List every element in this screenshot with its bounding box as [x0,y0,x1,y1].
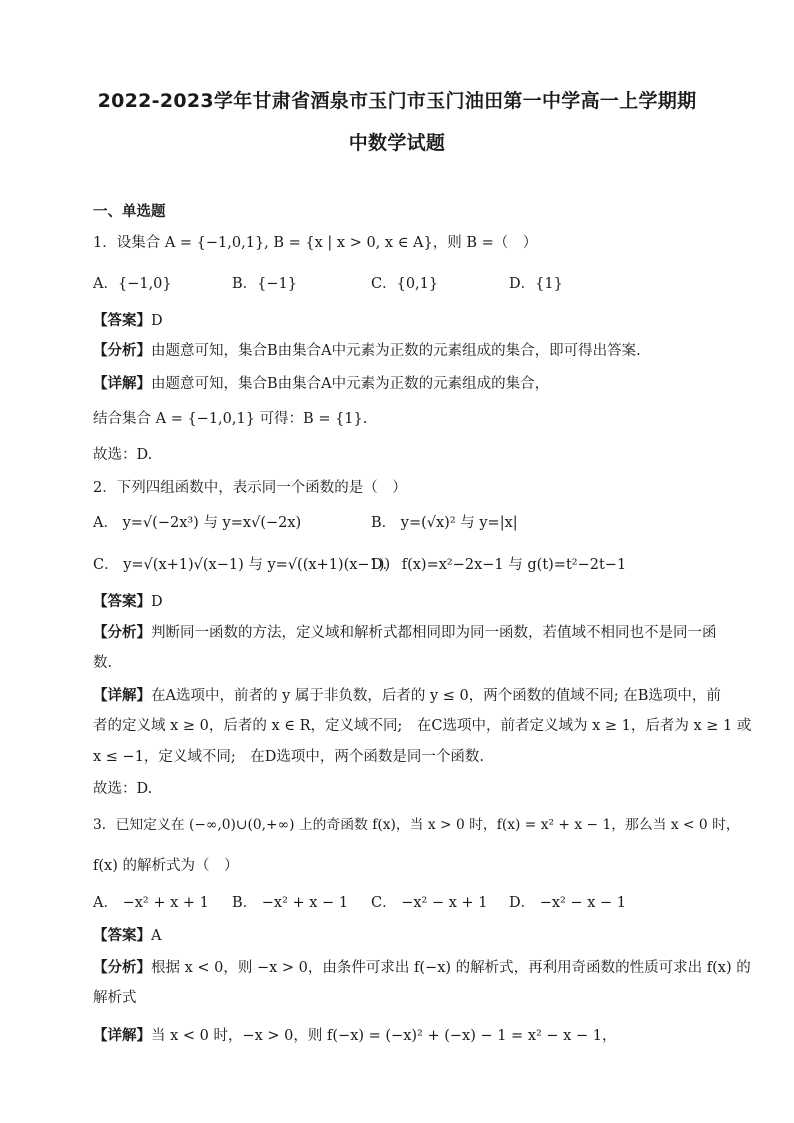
q1-detail-tag: 【详解】 [93,376,151,392]
q3-detail-line [93,1026,713,1046]
q1-analysis: 由题意可知，集合B由集合A中元素为正数的元素组成的集合，即可得出答案. [151,343,641,359]
q2-analysis-2: 数. [93,655,113,671]
q2-choose: 故选：D. [93,781,153,797]
q1-choose: 故选：D. [93,447,153,463]
q1-answer-tag: 【答案】 [93,313,151,329]
q3-stem-2: f(x) 的解析式为（ ） [93,858,239,874]
q2-option-b: B． y=(√x)² 与 y=|x| [371,515,518,531]
q1-option-a: A．{−1,0} [93,276,172,292]
q1-detail: 由题意可知，集合B由集合A中元素为正数的元素组成的集合， [151,376,550,392]
q3-option-b: B． −x² + x − 1 [232,895,349,911]
q3-analysis-line [93,958,751,978]
q2-detail-line [93,686,721,706]
q3-answer-line [93,926,713,946]
q2-detail: 在A选项中，前者的 y 属于非负数，后者的 y ≤ 0，两个函数的值域不同; 在B选项中，前 [151,688,721,704]
q3-analysis: 根据 x < 0，则 −x > 0，由条件可求出 f(−x) 的解析式，再利用奇函数的性质可求出 f(x) 的 [151,960,751,976]
title-line-1: 2022-2023学年甘肃省酒泉市玉门市玉门油田第一中学高一上学期期 [97,90,697,112]
q1-analysis-line [93,341,713,361]
q1-stem: 1．设集合 A = {−1,0,1}, B = {x | x > 0, x ∈ A}，则 B =（ ） [93,235,538,251]
q2-detail-tag: 【详解】 [93,688,151,704]
q2-stem: 2．下列四组函数中，表示同一个函数的是（ ） [93,480,407,496]
q2-answer: D [151,594,163,610]
q3-detail: 当 x < 0 时，−x > 0，则 f(−x) = (−x)² + (−x) − 1 = x² − x − 1， [151,1028,617,1044]
q3-option-d: D． −x² − x − 1 [509,895,627,911]
q3-analysis-2: 解析式 [93,990,137,1006]
q3-option-a: A． −x² + x + 1 [93,895,209,911]
q2-detail-2: 者的定义域 x ≥ 0，后者的 x ∈ R，定义域不同; 在C选项中，前者定义域为 x ≥ 1，后者为 x ≥ 1 或 [93,718,752,734]
q1-detail-2: 结合集合 A = {−1,0,1} 可得：B = {1}. [93,411,368,427]
q2-option-c: C． y=√(x+1)√(x−1) 与 y=√((x+1)(x−1)) [93,557,391,573]
q1-answer: D [151,313,163,329]
section-heading: 一、单选题 [93,204,166,220]
q2-option-d: D． f(x)=x²−2x−1 与 g(t)=t²−2t−1 [371,557,627,573]
q3-detail-tag: 【详解】 [93,1028,151,1044]
q2-answer-line [93,592,713,612]
q3-answer-tag: 【答案】 [93,928,151,944]
q1-analysis-tag: 【分析】 [93,343,151,359]
q1-option-d: D．{1} [509,276,563,292]
q1-answer-line [93,311,713,331]
q2-analysis-line [93,623,717,643]
q1-option-c: C．{0,1} [371,276,439,292]
q2-answer-tag: 【答案】 [93,594,151,610]
title-line-2: 中数学试题 [348,132,446,154]
q2-analysis: 判断同一函数的方法，定义域和解析式都相同即为同一函数，若值域不相同也不是同一函 [151,625,717,641]
q3-stem: 3．已知定义在 (−∞,0)∪(0,+∞) 上的奇函数 f(x)，当 x > 0 时，f(x) = x² + x − 1，那么当 x < 0 时， [93,817,740,833]
q2-analysis-tag: 【分析】 [93,625,151,641]
q1-option-b: B．{−1} [232,276,297,292]
q2-detail-3: x ≤ −1，定义域不同; 在D选项中，两个函数是同一个函数. [93,749,485,765]
q3-analysis-tag: 【分析】 [93,960,151,976]
q3-option-c: C． −x² − x + 1 [371,895,488,911]
q2-option-a: A． y=√(−2x³) 与 y=x√(−2x) [93,515,302,531]
q1-detail-line [93,374,713,394]
q3-answer: A [151,928,162,944]
